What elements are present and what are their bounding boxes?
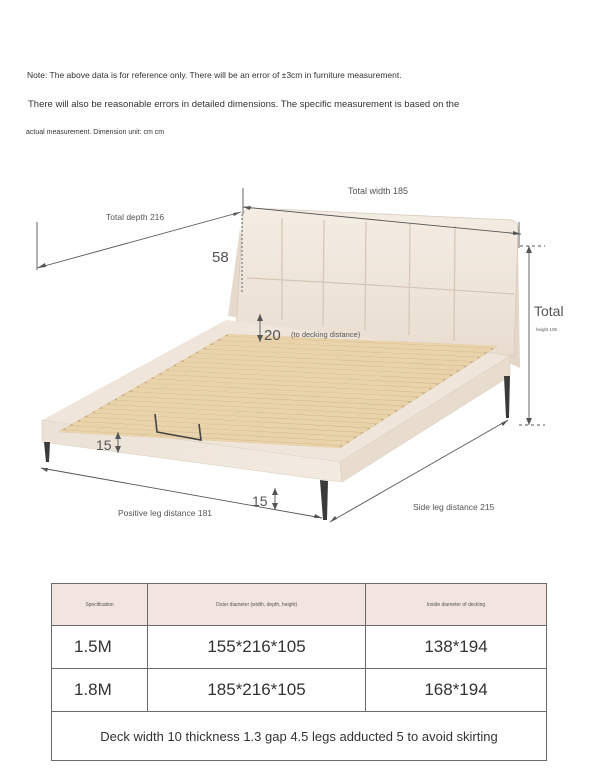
- note-line-3: actual measurement. Dimension unit: cm cm: [26, 129, 165, 136]
- side-leg-distance-label: Side leg distance 215: [413, 502, 495, 512]
- total-width-label: Total width 185: [348, 186, 409, 196]
- total-height-label: height 105: [536, 327, 558, 332]
- headboard-height-label: 58: [212, 249, 229, 266]
- spec-table: [51, 583, 547, 761]
- bed-dimension-diagram: [0, 170, 601, 540]
- table-footer-row: [52, 712, 547, 761]
- table-row: [52, 626, 547, 669]
- table-header-row: [52, 584, 547, 626]
- note-line-1: Note: The above data is for reference only. There will be an error of ±3cm in furniture measurement.: [27, 70, 402, 80]
- total-depth-label: Total depth 216: [106, 212, 165, 222]
- front-leg-height-label: 15: [252, 493, 268, 509]
- deck-note: Deck width 10 thickness 1.3 gap 4.5 legs adducted 5 to avoid skirting: [52, 712, 547, 761]
- spec-cell: 1.8M: [52, 669, 148, 712]
- decking-distance-value: 20: [264, 327, 281, 344]
- spec-cell: 1.5M: [52, 626, 148, 669]
- inner-cell: 138*194: [366, 626, 547, 669]
- positive-leg-distance-label: Positive leg distance 181: [118, 508, 213, 518]
- total-height-title: Total: [534, 303, 564, 319]
- side-leg-height-label: 15: [96, 437, 112, 453]
- table-row: [52, 669, 547, 712]
- outer-cell: 155*216*105: [148, 626, 366, 669]
- header-outer-diameter: Outer diameter (width, depth, height): [148, 584, 366, 626]
- decking-distance-label: (to decking distance): [291, 330, 361, 339]
- header-inside-diameter: Inside diameter of decking: [366, 584, 547, 626]
- note-line-2: There will also be reasonable errors in detailed dimensions. The specific measurement is based on the: [28, 99, 460, 110]
- header-specification: Specification: [52, 584, 148, 626]
- inner-cell: 168*194: [366, 669, 547, 712]
- outer-cell: 185*216*105: [148, 669, 366, 712]
